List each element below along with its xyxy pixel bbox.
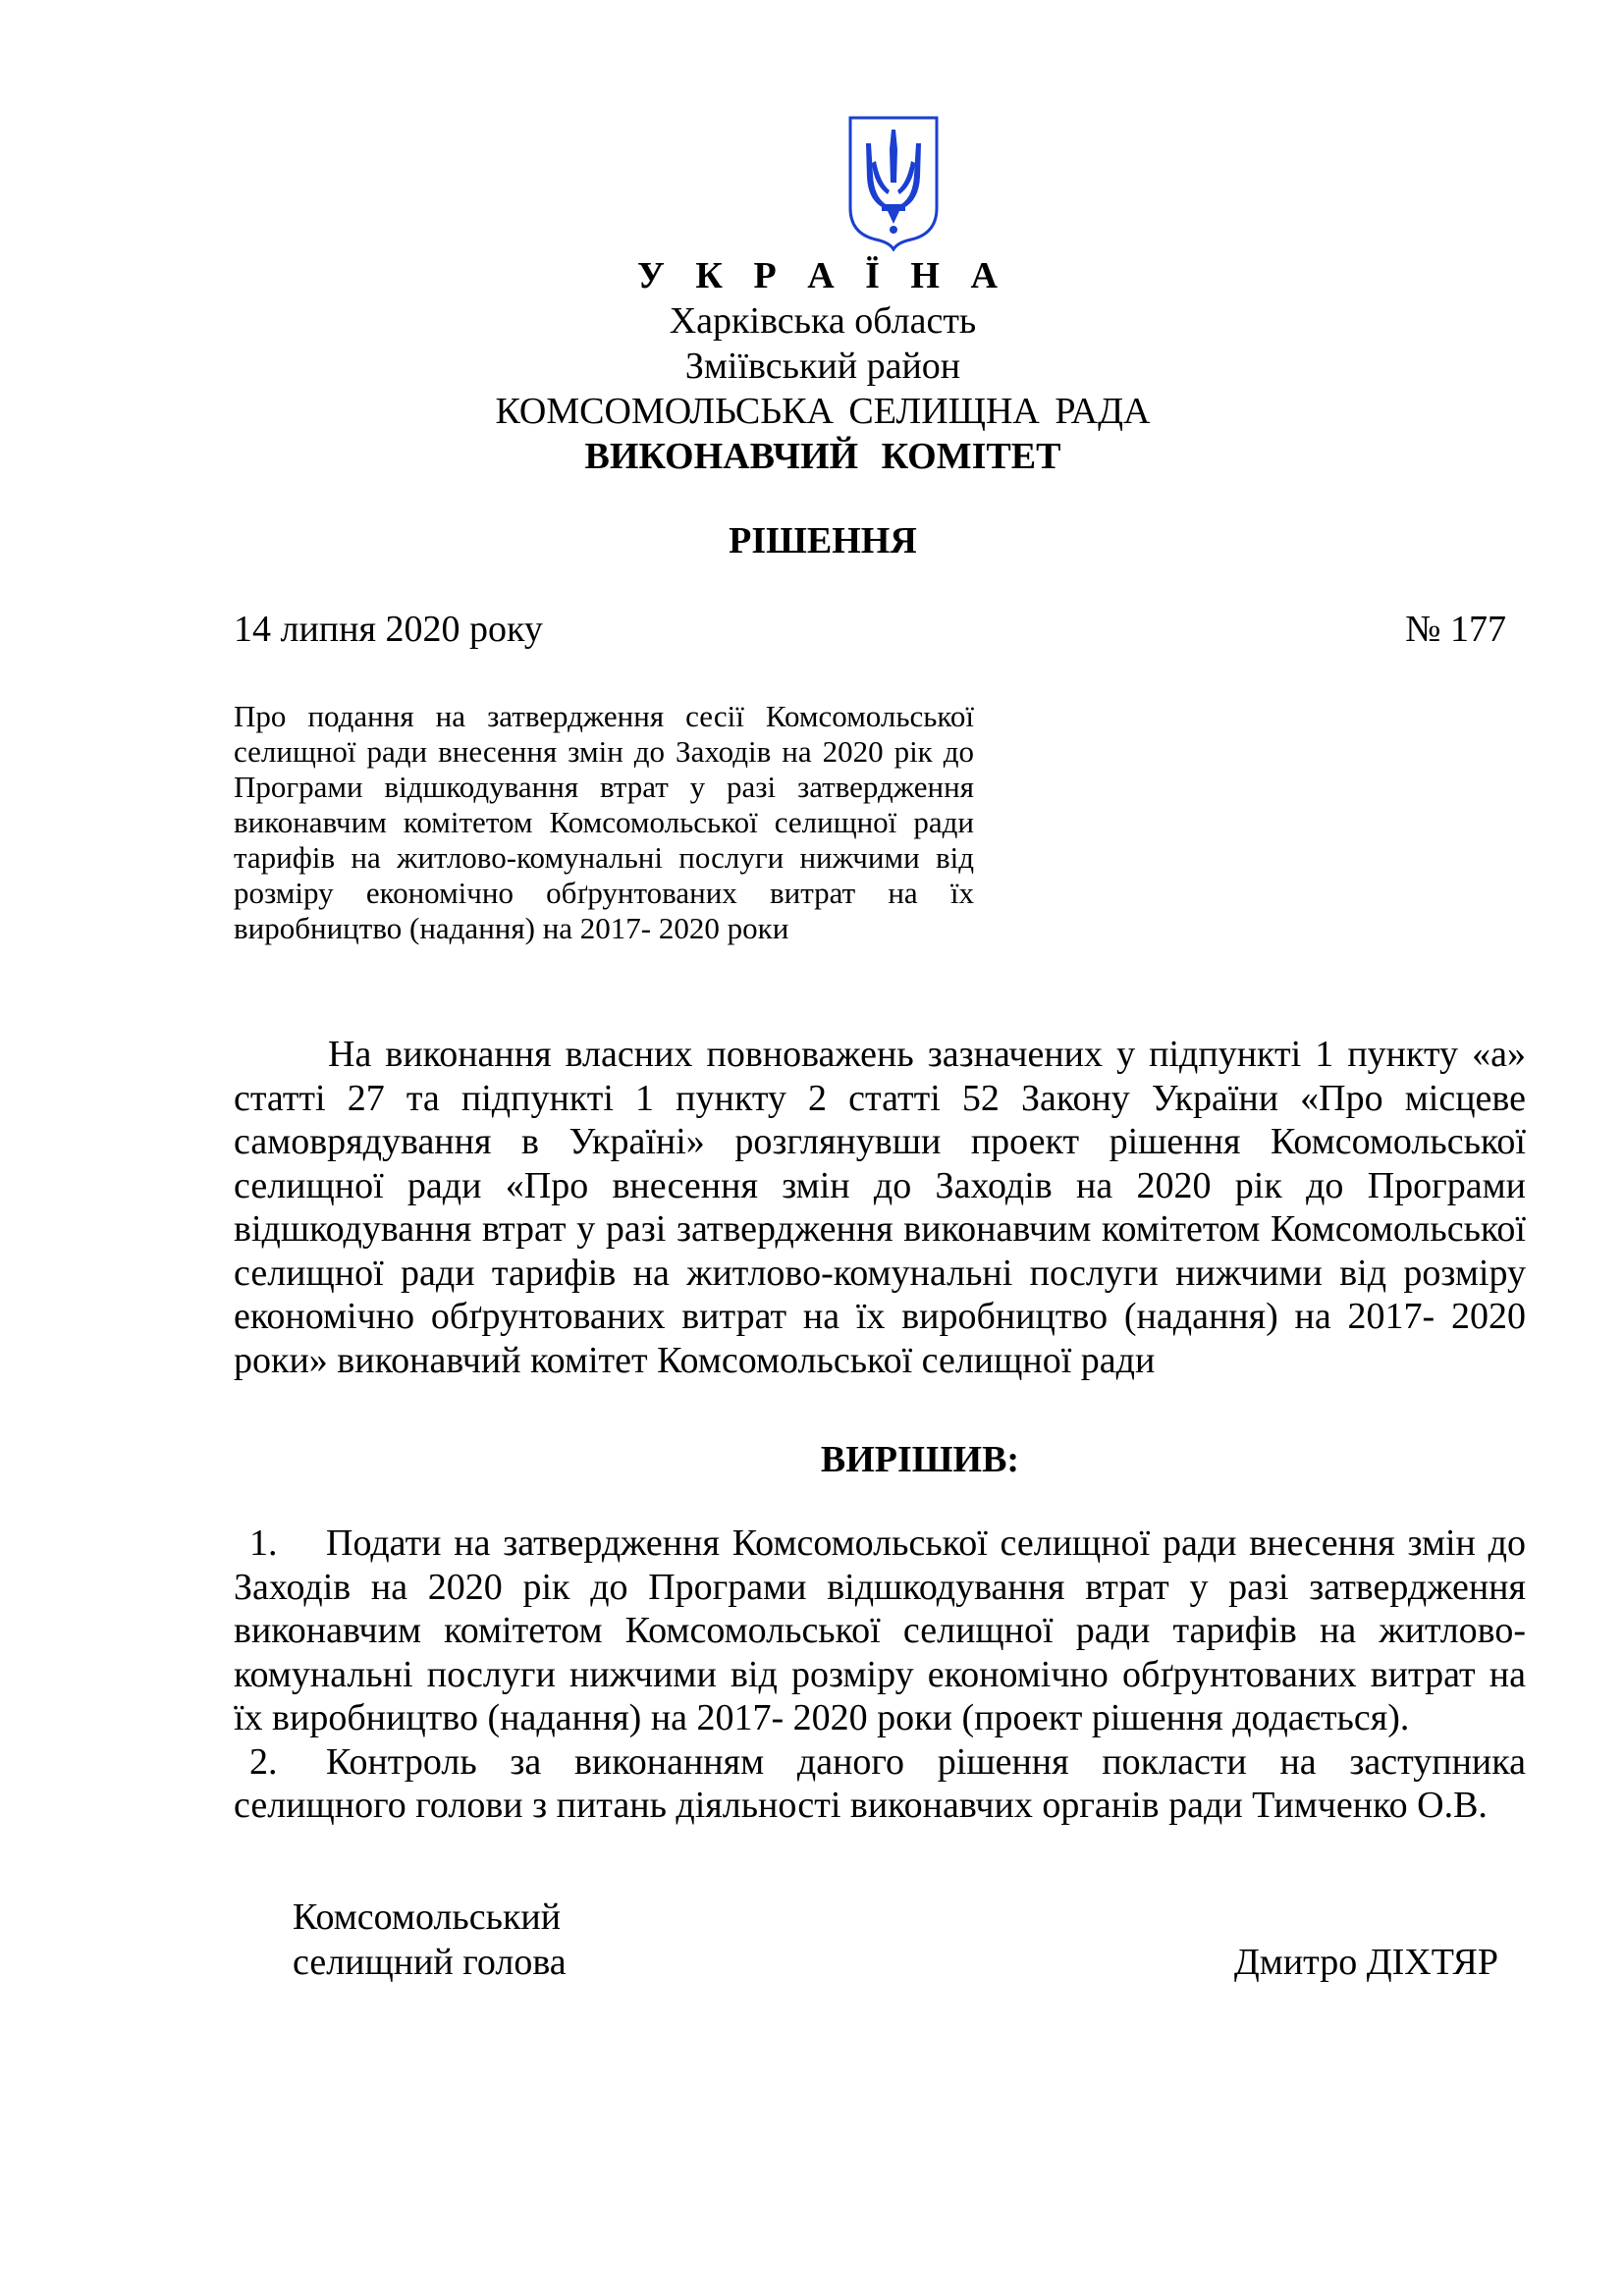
document-type-title: РІШЕННЯ [729,520,917,561]
resolved-heading: ВИРІШИВ: [820,1439,1020,1480]
region-heading: Харківська область [669,300,977,342]
decision-subject: Про подання на затвердження сесії Комсомольської селищної ради внесення змін до Заходів на 2020 рік до Програми відшкодування втрат у разі затвердження виконавчим комітетом Комсомольської селищної ради тарифів на житлово-комунальні послуги нижчими від розміру економічно обґрунтованих витрат на їх виробництво (надання) на 2017- 2020 роки [234,699,974,945]
signer-title [293,1895,567,1985]
signer-title-line-2: селищний голова [293,1942,567,1983]
decision-items-list [234,1522,1526,1828]
decision-item-text: Контроль за виконанням даного рішення покласти на заступника селищного голови з питань діяльності виконавчих органів ради Тимченко О.В. [234,1740,1526,1826]
decision-number: № 177 [1405,609,1506,650]
country-heading: У К Р А Ї Н А [637,255,1008,296]
decision-item-number: 2. [249,1740,278,1783]
decision-item [234,1522,1526,1740]
signer-title-line-1: Комсомольський [293,1896,562,1938]
decision-item-text: Подати на затвердження Комсомольської селищної ради внесення змін до Заходів на 2020 рік до Програми відшкодування втрат у разі затвердження виконавчим комітетом Комсомольської селищної ради тарифів на житлово-комунальні послуги нижчими від розміру економічно обґрунтованих витрат на їх виробництво (надання) на 2017- 2020 роки (проект рішення додається). [234,1522,1526,1738]
district-heading: Зміївський район [684,346,961,387]
council-heading: КОМСОМОЛЬСЬКА СЕЛИЩНА РАДА [495,391,1151,432]
tryzub-coat-of-arms-icon [846,114,941,251]
decision-date: 14 липня 2020 року [234,609,543,650]
signer-name: Дмитро ДІХТЯР [1233,1942,1498,1983]
decision-item [234,1740,1526,1828]
preamble-paragraph: На виконання власних повноважень зазначених у підпункті 1 пункту «а» статті 27 та підпункті 1 пункту 2 статті 52 Закону України «Про місцеве самоврядування в Україні» розглянувши проект рішення Комсомольської селищної ради «Про внесення змін до Заходів на 2020 рік до Програми відшкодування втрат у разі затвердження виконавчим комітетом Комсомольської селищної ради тарифів на житлово-комунальні послуги нижчими від розміру економічно обґрунтованих витрат на їх виробництво (надання) на 2017- 2020 роки» виконавчий комітет Комсомольської селищної ради [234,1034,1526,1381]
decision-item-number: 1. [249,1522,278,1564]
committee-heading: ВИКОНАВЧИЙ КОМІТЕТ [584,436,1061,477]
